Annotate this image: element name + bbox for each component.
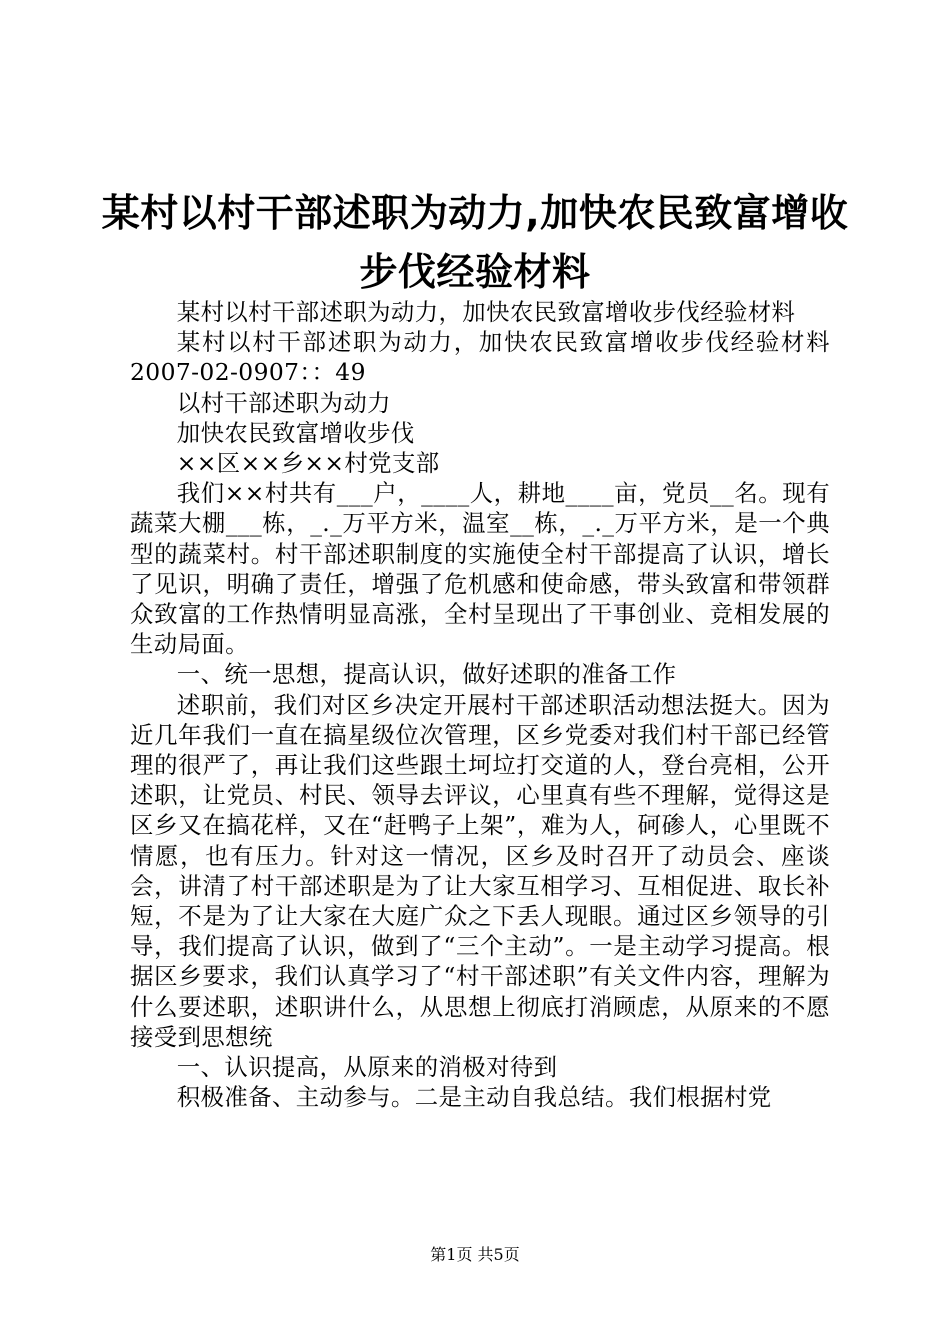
section-heading-1: 一、统一思想，提高认识，做好述职的准备工作 [176,660,677,689]
paragraph-author: ××区××乡××村党支部 [176,449,440,478]
document-title-continued: 步伐经验材料 [359,250,591,294]
document-body [130,297,830,1112]
paragraph-intro: 我们××村共有___户，____人，耕地____亩，党员__名。现有蔬菜大棚___栋，_._万平方米，温室__栋，_._万平方米，是一个典型的蔬菜村。村干部述职制度的实施使全村干部提高了认识，增长了见识，明确了责任，增强了危机感和使命感，带头致富和带领群众致富的工作热情明显高涨，全村呈现出了干事创业、竞相发展的生动局面。 [130,479,830,659]
paragraph-subtitle-2: 加快农民致富增收步伐 [176,418,415,447]
page-number-footer: 第1页 共5页 [430,1245,520,1264]
section-subheading: 一、认识提高，从原来的消极对待到 [176,1053,558,1082]
paragraph-continued: 积极准备、主动参与。二是主动自我总结。我们根据村党 [176,1083,772,1112]
document-title: 某村以村干部述职为动力,加快农民致富增收 [101,191,849,235]
paragraph-heading-repeat: 某村以村干部述职为动力，加快农民致富增收步伐经验材料 [176,298,796,326]
paragraph-section-1: 述职前，我们对区乡决定开展村干部述职活动想法挺大。因为近几年我们一直在搞星级位次管理，区乡党委对我们村干部已经管理的很严了，再让我们这些跟土坷垃打交道的人，登台亮相，公开述职，让党员、村民、领导去评议，心里真有些不理解，觉得这是区乡又在搞花样，又在“赶鸭子上架”，难为人，砢碜人，心里既不情愿，也有压力。针对这一情况，区乡及时召开了动员会、座谈会，讲清了村干部述职是为了让大家互相学习、互相促进、取长补短，不是为了让大家在大庭广众之下丢人现眼。通过区乡领导的引导，我们提高了认识，做到了“三个主动”。一是主动学习提高。根据区乡要求，我们认真学习了“村干部述职”有关文件内容，理解为什么要述职，述职讲什么，从思想上彻底打消顾虑，从原来的不愿接受到思想统 [130,690,830,1051]
paragraph-subtitle-1: 以村干部述职为动力 [176,388,391,417]
paragraph-heading-dated: 某村以村干部述职为动力，加快农民致富增收步伐经验材料2007-02-0907：：49 [130,328,830,387]
